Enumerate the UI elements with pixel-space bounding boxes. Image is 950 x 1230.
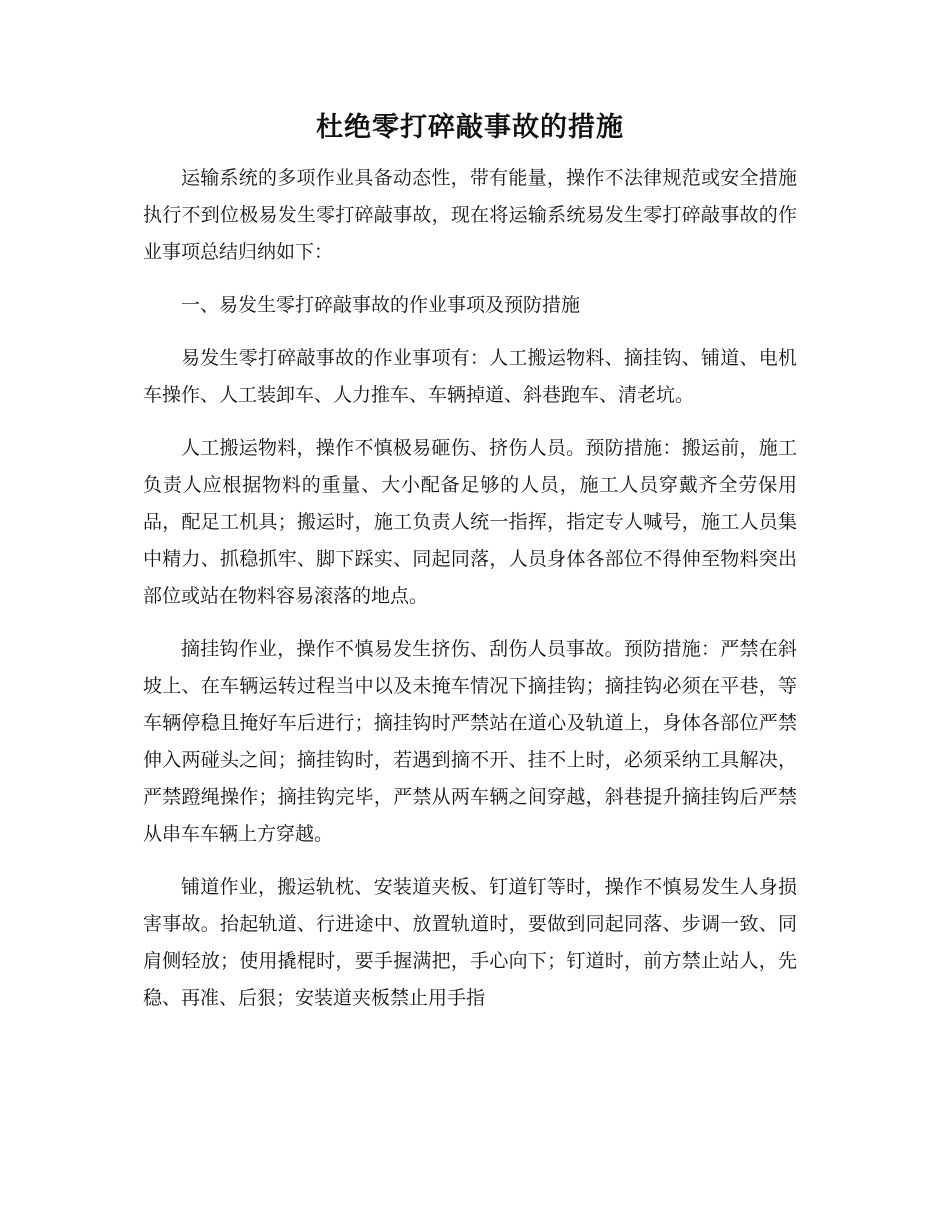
section-heading: 一、易发生零打碎敲事故的作业事项及预防措施 xyxy=(181,294,581,316)
body-paragraph: 摘挂钩作业，操作不慎易发生挤伤、刮伤人员事故。预防措施：严禁在斜坡上、在车辆运转过程当中以及未掩车情况下摘挂钩；摘挂钩必须在平巷，等车辆停稳且掩好车后进行；摘挂钩时严禁站在道心及轨道上，身体各部位严禁伸入两碰头之间；摘挂钩时，若遇到摘不开、挂不上时，必须采纳工具解决，严禁蹬绳操作；摘挂钩完毕，严禁从两车辆之间穿越，斜巷提升摘挂钩后严禁从串车车辆上方穿越。 xyxy=(143,638,797,845)
body-paragraph: 铺道作业，搬运轨枕、安装道夹板、钉道钉等时，操作不慎易发生人身损害事故。抬起轨道、行进途中、放置轨道时，要做到同起同落、步调一致、同肩侧轻放；使用撬棍时，要手握满把，手心向下；钉道时，前方禁止站人，先稳、再准、后狠；安装道夹板禁止用手指 xyxy=(143,876,797,1009)
intro-paragraph: 运输系统的多项作业具备动态性，带有能量，操作不法律规范或安全措施执行不到位极易发生零打碎敲事故，现在将运输系统易发生零打碎敲事故的作业事项总结归纳如下： xyxy=(143,167,797,263)
document-page xyxy=(143,108,797,1033)
body-paragraph: 易发生零打碎敲事故的作业事项有：人工搬运物料、摘挂钩、铺道、电机车操作、人工装卸车、人力推车、车辆掉道、斜巷跑车、清老坑。 xyxy=(143,347,797,406)
document-title: 杜绝零打碎敲事故的措施 xyxy=(316,112,624,143)
body-paragraph: 人工搬运物料，操作不慎极易砸伤、挤伤人员。预防措施：搬运前，施工负责人应根据物料的重量、大小配备足够的人员，施工人员穿戴齐全劳保用品，配足工机具；搬运时，施工负责人统一指挥，指定专人喊号，施工人员集中精力、抓稳抓牢、脚下踩实、同起同落，人员身体各部位不得伸至物料突出部位或站在物料容易滚落的地点。 xyxy=(143,437,797,607)
